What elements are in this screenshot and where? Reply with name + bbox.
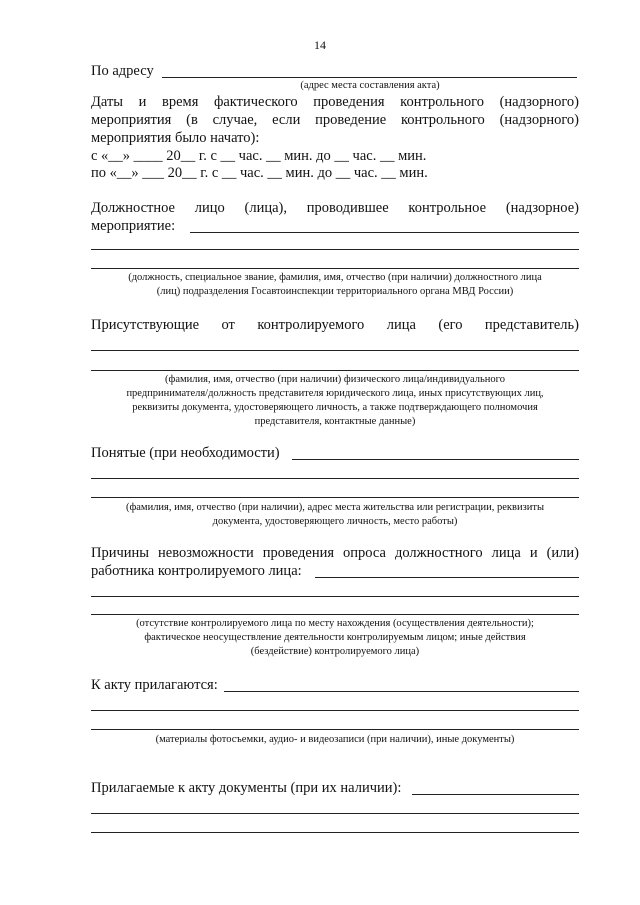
dates-heading-2: мероприятия (в случае, если проведение контрольного (надзорного) — [91, 112, 579, 128]
reasons-field-line-2[interactable] — [91, 596, 579, 597]
attached-caption: (материалы фотосъемки, аудио- и видеозаписи (при наличии), иные документы) — [155, 734, 515, 745]
present-caption-4: представителя, контактные данные) — [254, 416, 416, 427]
attached-field-line-2[interactable] — [91, 710, 579, 711]
reasons-caption-2: фактическое неосуществление деятельности контролируемым лицом; иные действия — [144, 632, 526, 643]
reasons-caption-1: (отсутствие контролируемого лица по месту нахождения (осуществления деятельности); — [136, 618, 534, 629]
reasons-caption-3: (бездействие) контролируемого лица) — [250, 646, 420, 657]
present-caption-3: реквизиты документа, удостоверяющего личность, а также подтверждающего полномочия — [132, 402, 538, 413]
witnesses-field-line-3[interactable] — [91, 497, 579, 498]
reasons-field-line-3[interactable] — [91, 614, 579, 615]
official-field-line-1[interactable] — [190, 232, 579, 233]
dates-row-2[interactable]: по «__» ___ 20__ г. с __ час. __ мин. до __ час. __ мин. — [91, 165, 428, 181]
present-caption-2: предпринимателя/должность представителя юридического лица, иных присутствующих лиц, — [126, 388, 544, 399]
address-line[interactable] — [162, 77, 577, 78]
present-field-line-2[interactable] — [91, 370, 579, 371]
attached-label: К акту прилагаются: — [91, 677, 218, 693]
witnesses-caption-2: документа, удостоверяющего личность, место работы) — [212, 516, 458, 527]
official-caption-2: (лиц) подразделения Госавтоинспекции территориального органа МВД России) — [156, 286, 514, 297]
present-field-line-1[interactable] — [91, 350, 579, 351]
witnesses-caption-1: (фамилия, имя, отчество (при наличии), адрес места жительства или регистрации, реквизиты — [125, 502, 545, 513]
reasons-label-1: Причины невозможности проведения опроса должностного лица и (или) — [91, 545, 579, 561]
witnesses-field-line-2[interactable] — [91, 478, 579, 479]
dates-heading-3: мероприятия было начато): — [91, 130, 260, 146]
present-label: Присутствующие от контролируемого лица (его представитель) — [91, 317, 579, 333]
reasons-field-line-1[interactable] — [315, 577, 579, 578]
attached-docs-label: Прилагаемые к акту документы (при их наличии): — [91, 780, 402, 796]
page-number: 14 — [314, 38, 326, 52]
official-label-2: мероприятие: — [91, 218, 176, 234]
official-caption-1: (должность, специальное звание, фамилия, имя, отчество (при наличии) должностного лица — [128, 272, 542, 283]
attached-field-line-3[interactable] — [91, 729, 579, 730]
address-caption: (адрес места составления акта) — [300, 80, 440, 91]
attached-docs-field-line-3[interactable] — [91, 832, 579, 833]
reasons-label-2: работника контролируемого лица: — [91, 563, 302, 579]
attached-field-line-1[interactable] — [224, 691, 579, 692]
official-label-1: Должностное лицо (лица), проводившее контрольное (надзорное) — [91, 200, 579, 216]
address-label: По адресу — [91, 63, 154, 79]
dates-row-1[interactable]: с «__» ____ 20__ г. с __ час. __ мин. до __ час. __ мин. — [91, 148, 427, 164]
official-field-line-2[interactable] — [91, 249, 579, 250]
dates-heading-1: Даты и время фактического проведения контрольного (надзорного) — [91, 94, 579, 110]
attached-docs-field-line-2[interactable] — [91, 813, 579, 814]
present-caption-1: (фамилия, имя, отчество (при наличии) физического лица/индивидуального — [165, 374, 505, 385]
attached-docs-field-line-1[interactable] — [412, 794, 579, 795]
witnesses-field-line-1[interactable] — [292, 459, 579, 460]
official-field-line-3[interactable] — [91, 268, 579, 269]
witnesses-label: Понятые (при необходимости) — [91, 445, 280, 461]
